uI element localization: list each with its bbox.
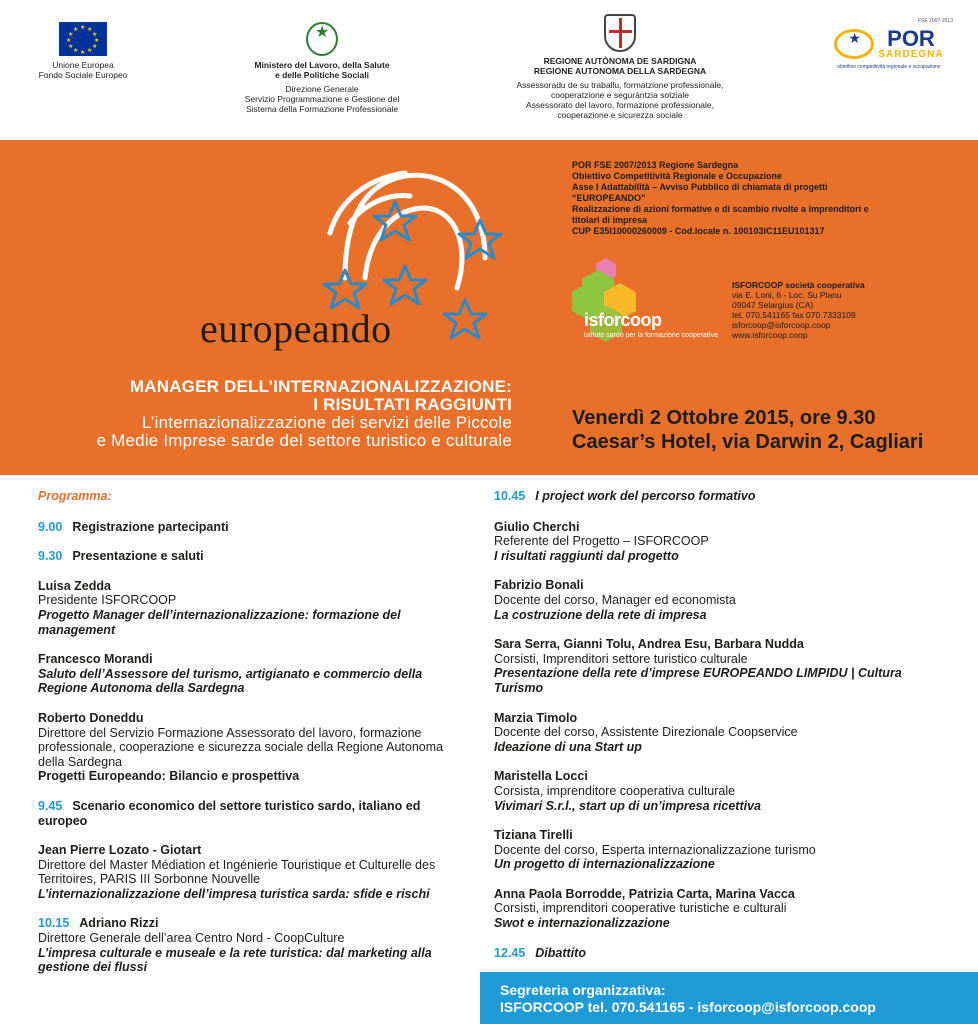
event-venue: Caesar’s Hotel, via Darwin 2, Cagliari: [572, 431, 924, 453]
slot-time: 12.45: [494, 945, 526, 960]
eu-line2: Fondo Sociale Europeo: [38, 70, 128, 80]
slot-time: 10.45: [494, 489, 526, 503]
por-sardegna-logo: [825, 18, 953, 72]
event-subtitle-line2: e Medie Imprese sarde del settore turistico e culturale: [96, 431, 512, 450]
sardegna-name2: REGIONE AUTONOMA DELLA SARDEGNA: [533, 66, 707, 76]
secretariat-label: Segreteria organizzativa:: [500, 982, 666, 998]
slot-title: I project work del percorso formativo: [535, 489, 756, 503]
speaker-role: Docente del corso, Esperta internazionalizzazione turismo: [494, 842, 816, 857]
ministero-name1: Ministero del Lavoro, della Salute: [254, 60, 390, 70]
event-date: Venerdì 2 Ottobre 2015, ore 9.30: [572, 407, 876, 429]
speaker-role: Corsisti, Imprenditori settore turistico culturale: [494, 651, 748, 666]
event-title-line1: MANAGER DELL’INTERNAZIONALIZZAZIONE:: [129, 377, 512, 396]
speaker-role: Docente del corso, Assistente Direzionale Coopservice: [494, 725, 798, 740]
speaker-role: Direttore del Master Médiation et Ingénierie Touristique et Culturelle des Territoires, PARIS III Sorbonne Nouvelle: [38, 857, 436, 887]
por-code: FSE 2007-2013: [917, 18, 953, 24]
programme-slot: [494, 489, 954, 504]
por-region: SARDEGNA: [878, 49, 944, 60]
sardegna-ass2: cooperatzione e seguràntzia sotziale: [551, 90, 689, 100]
talk-title: Un progetto di internazionalizzazione: [494, 857, 715, 872]
isforcoop-phone: tel. 070.541165 fax 070.7333109: [732, 310, 856, 320]
sardegna-ass4: cooperazione e sicurezza sociale: [557, 110, 683, 120]
por-info-line: “EUROPEANDO”: [572, 193, 646, 203]
speaker-entry: [38, 711, 468, 784]
speaker-role: Corsista, imprenditore cooperativa culturale: [494, 783, 736, 798]
speaker-entry: [494, 578, 954, 622]
speaker-role: Direttore del Servizio Formazione Assessorato del lavoro, formazione professionale, cooperazione e sicurezza sociale della Regione Autonoma della Sardegna: [38, 725, 444, 769]
sardegna-name1: REGIONE AUTÒNOMA DE SARDIGNA: [543, 56, 697, 66]
speaker-entry: [494, 828, 954, 872]
por-info-line: titolari di impresa: [572, 215, 648, 225]
eu-flag-icon: ★ ★ ★ ★ ★ ★ ★ ★ ★ ★ ★ ★: [59, 22, 107, 56]
ministero-dept2: Servizio Programmazione e Gestione del: [244, 94, 400, 104]
programme-left-column: [38, 489, 468, 990]
speaker-entry: [38, 843, 468, 901]
isforcoop-contact-title: ISFORCOOP società cooperativa: [732, 280, 865, 290]
speaker-role: Corsisti, imprenditori cooperative turistiche e culturali: [494, 901, 787, 916]
speaker-name: Jean Pierre Lozato - Giotart: [38, 843, 202, 858]
por-info-line: CUP E35I10000260009 - Cod.locale n. 100103IC11EU101317: [572, 226, 825, 236]
talk-title: L’impresa culturale e museale e la rete turistica: dal marketing alla gestione dei flussi: [38, 945, 432, 975]
talk-title: Presentazione della rete d’imprese EUROPEANDO LIMPIDU | Cultura Turismo: [494, 666, 902, 695]
speaker-role: Referente del Progetto – ISFORCOOP: [494, 534, 709, 549]
sardegna-ass3: Assessorato del lavoro, formazione professionale,: [525, 100, 715, 110]
programme-slot: [38, 799, 468, 828]
speaker-entry: [38, 579, 468, 637]
speaker-entry: [494, 520, 954, 564]
event-header: [0, 140, 978, 475]
por-mark-text: POR: [887, 26, 935, 51]
slot-time: 9.45: [38, 798, 63, 813]
event-date-venue: [572, 406, 923, 454]
programme-slot: [38, 549, 468, 564]
isforcoop-email: isforcoop@isforcoop.coop: [732, 320, 831, 330]
speaker-name: Francesco Morandi: [38, 652, 153, 667]
eu-logo: [28, 22, 138, 80]
sardinia-shield-icon: [604, 14, 636, 52]
speaker-entry: [494, 711, 954, 755]
speaker-name: Tiziana Tirelli: [494, 828, 573, 843]
programme-slot: [38, 520, 468, 535]
secretariat-contact[interactable]: ISFORCOOP tel. 070.541165 - isforcoop@isforcoop.coop: [500, 999, 876, 1015]
isforcoop-website: www.isforcoop.coop: [732, 330, 808, 340]
talk-title: Ideazione di una Start up: [494, 739, 642, 754]
talk-title: L’internazionalizzazione dell’impresa turistica sarda: sfide e rischi: [38, 886, 430, 901]
speaker-role: Docente del corso, Manager ed economista: [494, 592, 736, 607]
speaker-entry: [494, 769, 954, 813]
por-info-line: Obiettivo Competitività Regionale e Occupazione: [572, 171, 783, 181]
speaker-name: Roberto Doneddu: [38, 710, 144, 725]
event-subtitle-line1: L’internazionalizzazione dei servizi delle Piccole: [141, 413, 512, 432]
speaker-name: Anna Paola Borrodde, Patrizia Carta, Marina Vacca: [494, 886, 795, 901]
speaker-name: Fabrizio Bonali: [494, 578, 584, 593]
europeando-wordmark: europeando: [200, 306, 392, 351]
talk-title: I risultati raggiunti dal progetto: [494, 548, 679, 563]
programme-heading: Programma:: [38, 489, 112, 503]
isforcoop-city: 09047 Selargius (CA): [732, 300, 814, 310]
speaker-entry: [494, 887, 954, 931]
isforcoop-tagline: istituto sardo per la formazione cooperativa: [584, 332, 718, 339]
por-star-ring-icon: [834, 29, 874, 59]
por-info-line: Asse I Adattabilità – Avviso Pubblico di chiamata di progetti: [572, 182, 828, 192]
speaker-role: Direttore Generale dell’area Centro Nord - CoopCulture: [38, 931, 345, 946]
sponsor-logo-strip: [0, 0, 978, 140]
speaker-name: Adriano Rizzi: [79, 916, 159, 931]
regione-sardegna-logo: [490, 14, 750, 120]
programme-right-column: [494, 489, 954, 975]
event-title-line2: I RISULTATI RAGGIUNTI: [313, 395, 512, 414]
speaker-entry: [494, 637, 954, 695]
eu-line1: Unione Europea: [52, 60, 114, 70]
ministero-dept3: Sistema della Formazione Professionale: [245, 104, 399, 114]
slot-time: 9.30: [38, 549, 63, 564]
italian-emblem-icon: [306, 22, 338, 56]
slot-title: Presentazione e saluti: [72, 549, 204, 564]
ministero-dept1: Direzione Generale: [285, 84, 359, 94]
speaker-name: Maristella Locci: [494, 769, 588, 784]
por-tagline: obiettivo competitività regionale e occupazione: [837, 64, 941, 70]
slot-time: 10.15: [38, 916, 70, 931]
slot-time: 9.00: [38, 519, 63, 534]
speaker-name: Marzia Timolo: [494, 710, 578, 725]
isforcoop-contacts: [732, 280, 865, 340]
speaker-name: Luisa Zedda: [38, 578, 111, 593]
ministero-logo: [222, 22, 422, 114]
talk-title: Vivimari S.r.l., start up di un’impresa ricettiva: [494, 798, 761, 813]
speaker-name: Giulio Cherchi: [494, 519, 580, 534]
por-info-line: POR FSE 2007/2013 Regione Sardegna: [572, 160, 739, 170]
por-project-info: [572, 160, 962, 237]
talk-title: Saluto dell’Assessore del turismo, artigianato e commercio della Regione Autonoma della Sardegna: [38, 666, 423, 696]
sardegna-ass1: Assessoradu de su traballu, formatzione professionale,: [516, 80, 724, 90]
speaker-entry: [38, 652, 468, 696]
talk-title: Progetto Manager dell’internazionalizzazione: formazione del management: [38, 607, 401, 637]
event-title: [20, 378, 512, 450]
speaker-entry: [38, 916, 468, 974]
slot-title: Registrazione partecipanti: [72, 519, 229, 534]
por-info-line: Realizzazione di azioni formative e di scambio rivolte a imprenditori e: [572, 204, 869, 214]
speaker-name: Sara Serra, Gianni Tolu, Andrea Esu, Barbara Nudda: [494, 637, 804, 652]
speaker-role: Presidente ISFORCOOP: [38, 593, 177, 608]
isforcoop-address: via E. Loni, 6 - Loc. Su Planu: [732, 290, 842, 300]
programme-slot: [494, 946, 954, 961]
talk-title: Progetti Europeando: Bilancio e prospettiva: [38, 769, 300, 784]
talk-title: Swot e internazionalizzazione: [494, 916, 670, 931]
ministero-name2: e delle Politiche Sociali: [274, 70, 369, 80]
slot-title: Scenario economico del settore turistico sardo, italiano ed europeo: [38, 798, 421, 828]
isforcoop-wordmark: isforcoop: [584, 310, 662, 330]
slot-title: Dibattito: [535, 945, 586, 960]
organising-secretariat-bar: [480, 972, 978, 1024]
talk-title: La costruzione della rete di impresa: [494, 607, 707, 622]
